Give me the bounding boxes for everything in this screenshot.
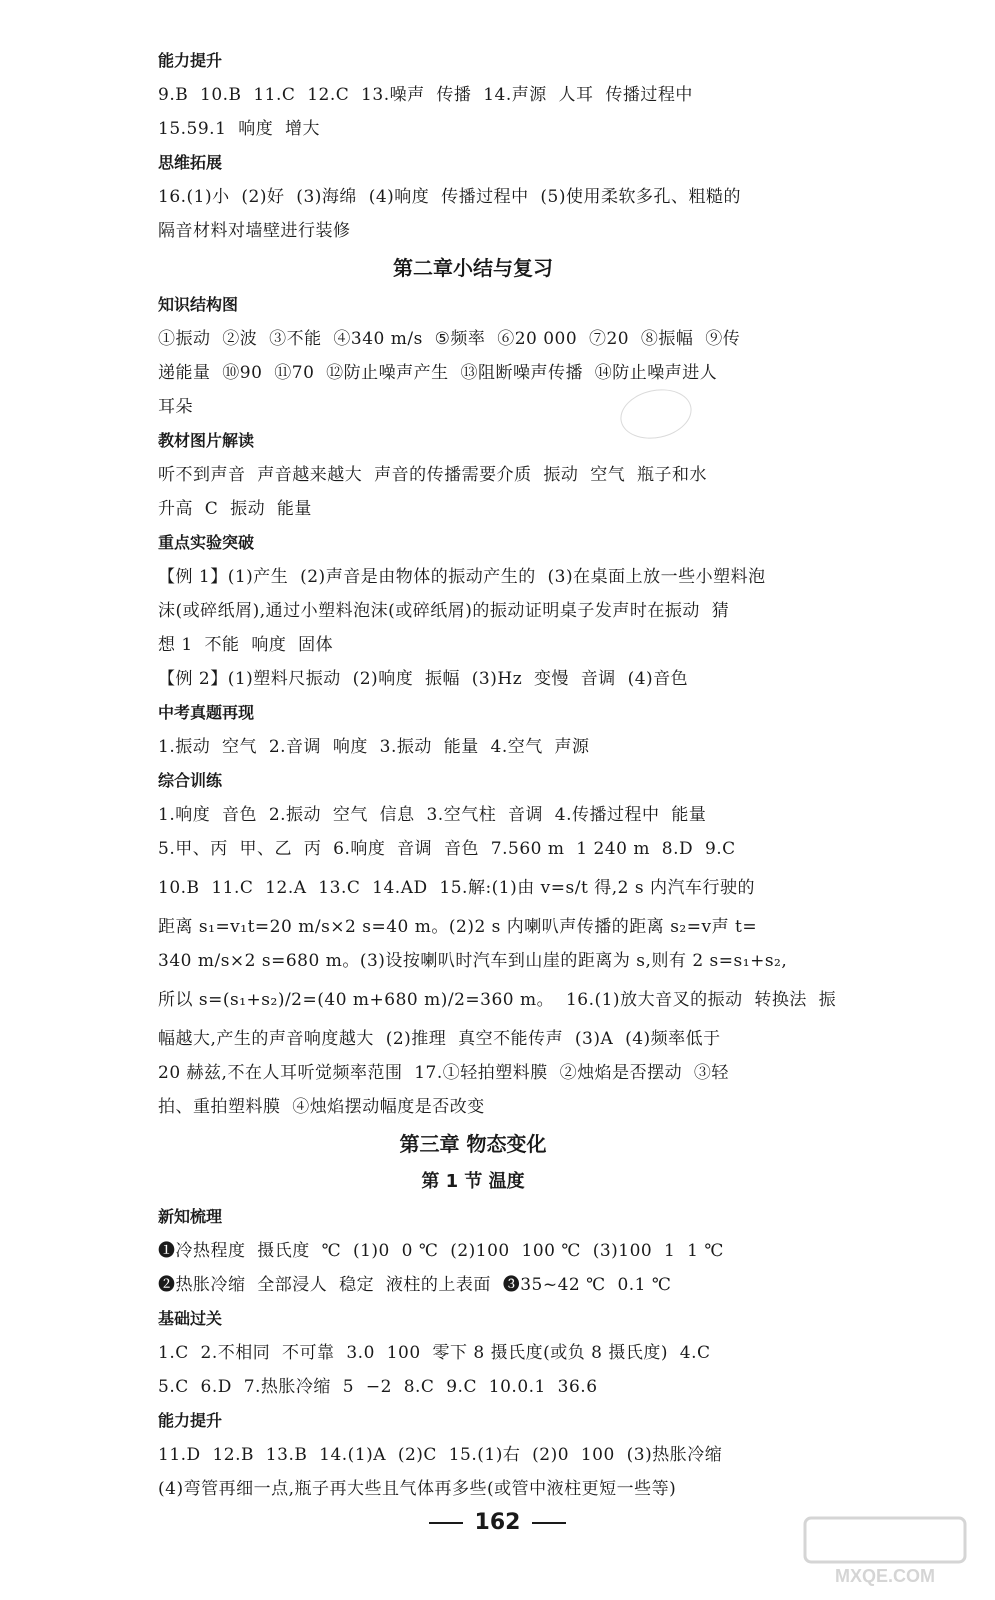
section-title: 第 1 节 温度: [421, 1171, 525, 1192]
answer-line: (4)弯管再细一点,瓶子再大些且气体再多些(或管中液柱更短一些等): [158, 1479, 677, 1499]
answer-line: 5.C 6.D 7.热胀冷缩 5 −2 8.C 9.C 10.0.1 36.6: [158, 1377, 598, 1397]
section-heading: 教材图片解读: [158, 431, 255, 450]
answer-line: 听不到声音 声音越来越大 声音的传播需要介质 振动 空气 瓶子和水: [158, 465, 708, 485]
answer-line: 递能量 ⑩90 ⑪70 ⑫防止噪声产生 ⑬阻断噪声传播 ⑭防止噪声进人: [158, 363, 718, 383]
section-heading: 新知梳理: [158, 1207, 223, 1226]
answer-line: 【例 1】(1)产生 (2)声音是由物体的振动产生的 (3)在桌面上放一些小塑料泡: [158, 567, 766, 587]
watermark-logo: [795, 1510, 975, 1590]
answer-line: 5.甲、丙 甲、乙 丙 6.响度 音调 音色 7.560 m 1 240 m 8.D 9.C: [158, 839, 736, 859]
answer-line: 15.59.1 响度 增大: [158, 119, 321, 139]
answer-line: 想 1 不能 响度 固体: [158, 635, 334, 655]
answer-line: 拍、重拍塑料膜 ④烛焰摆动幅度是否改变: [158, 1097, 485, 1117]
answer-line: 20 赫兹,不在人耳听觉频率范围 17.①轻拍塑料膜 ②烛焰是否摆动 ③轻: [158, 1063, 729, 1083]
section-heading: 思维拓展: [158, 153, 223, 172]
answer-line: 所以 s=(s₁+s₂)/2=(40 m+680 m)/2=360 m。 16.(1)放大音叉的振动 转换法 振: [158, 990, 837, 1010]
section-heading: 知识结构图: [158, 295, 239, 314]
answer-line: 【例 2】(1)塑料尺振动 (2)响度 振幅 (3)Hz 变慢 音调 (4)音色: [158, 669, 689, 689]
answer-line: 9.B 10.B 11.C 12.C 13.噪声 传播 14.声源 人耳 传播过程中: [158, 85, 693, 105]
page-number-text: 162: [474, 1510, 521, 1535]
answer-line: 10.B 11.C 12.A 13.C 14.AD 15.解:(1)由 v=s/t 得,2 s 内汽车行驶的: [158, 878, 755, 898]
answer-line: 隔音材料对墙壁进行装修: [158, 221, 351, 241]
section-heading: 能力提升: [158, 1411, 223, 1430]
right-dash: [532, 1522, 566, 1524]
answer-line: 1.C 2.不相同 不可靠 3.0 100 零下 8 摄氏度(或负 8 摄氏度) 4.C: [158, 1343, 711, 1363]
section-heading: 基础过关: [158, 1309, 223, 1328]
answer-line: 16.(1)小 (2)好 (3)海绵 (4)响度 传播过程中 (5)使用柔软多孔、粗糙的: [158, 187, 741, 207]
chapter-title: 第三章 物态变化: [399, 1132, 547, 1156]
answer-line: ❶冷热程度 摄氏度 ℃ (1)0 0 ℃ (2)100 100 ℃ (3)100 1 1 ℃: [158, 1241, 724, 1261]
answer-line: 340 m/s×2 s=680 m。(3)设按喇叭时汽车到山崖的距离为 s,则有 2 s=s₁+s₂,: [158, 951, 788, 971]
answer-line: ❷热胀冷缩 全部浸人 稳定 液柱的上表面 ❸35~42 ℃ 0.1 ℃: [158, 1275, 672, 1295]
answer-line: 距离 s₁=v₁t=20 m/s×2 s=40 m。(2)2 s 内喇叭声传播的距离 s₂=v声 t=: [158, 917, 758, 937]
answer-line: 耳朵: [158, 397, 193, 417]
section-heading: 综合训练: [158, 771, 223, 790]
section-heading: 重点实验突破: [158, 533, 255, 552]
section-heading: 能力提升: [158, 51, 223, 70]
answer-page-content: [158, 44, 837, 1506]
answer-line: ①振动 ②波 ③不能 ④340 m/s ⑤频率 ⑥20 000 ⑦20 ⑧振幅 ⑨传: [158, 329, 741, 349]
answer-line: 1.响度 音色 2.振动 空气 信息 3.空气柱 音调 4.传播过程中 能量: [158, 805, 707, 825]
answer-line: 升高 C 振动 能量: [158, 499, 312, 519]
section-heading: 中考真题再现: [158, 703, 255, 722]
answer-line: 幅越大,产生的声音响度越大 (2)推理 真空不能传声 (3)A (4)频率低于: [158, 1029, 721, 1049]
answer-line: 沫(或碎纸屑),通过小塑料泡沫(或碎纸屑)的振动证明桌子发声时在振动 猜: [158, 601, 730, 621]
answer-line: 11.D 12.B 13.B 14.(1)A (2)C 15.(1)右 (2)0 100 (3)热胀冷缩: [158, 1445, 723, 1465]
answer-line: 1.振动 空气 2.音调 响度 3.振动 能量 4.空气 声源: [158, 737, 590, 757]
chapter-title: 第二章小结与复习: [393, 256, 553, 280]
left-dash: [429, 1522, 463, 1524]
watermark-text: MXQE.COM: [834, 1566, 936, 1586]
